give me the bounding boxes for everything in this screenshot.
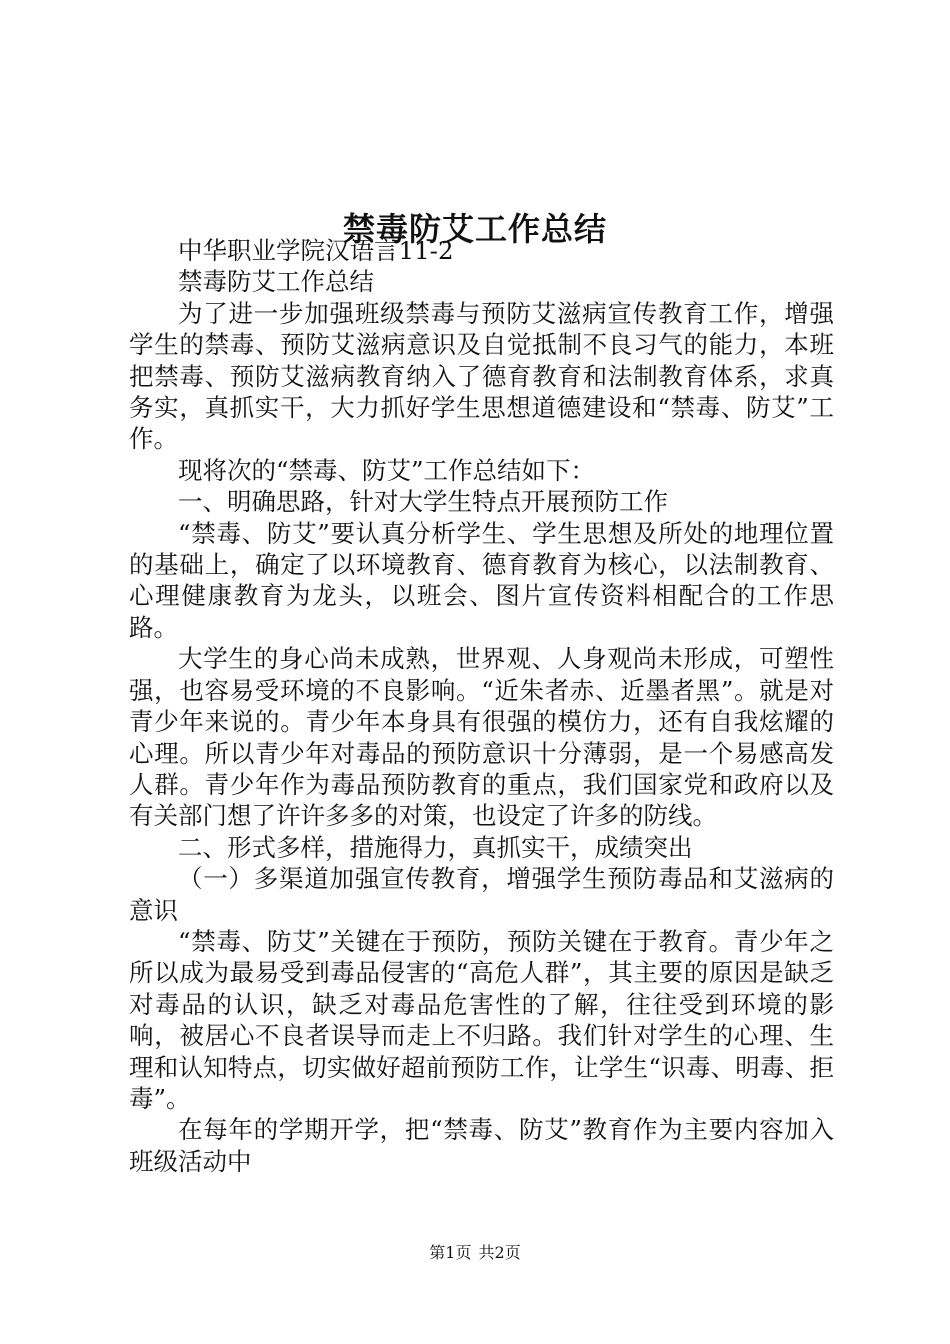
class-info-line: 中华职业学院汉语言11-2 xyxy=(178,236,454,265)
subtitle-line: 禁毒防艾工作总结 xyxy=(178,267,374,297)
intro-paragraph: 为了进一步加强班级禁毒与预防艾滋病宣传教育工作，增强学生的禁毒、预防艾滋病意识及自觉抵制不良习气的能力，本班把禁毒、预防艾滋病教育纳入了德育教育和法制教育体系，求真务实，真抓实干，大力抓好学生思想道德建设和“禁毒、防艾”工作。 xyxy=(129,298,834,454)
summary-lead-line: 现将次的“禁毒、防艾”工作总结如下： xyxy=(178,455,596,485)
subsection-heading-2-1: （一）多渠道加强宣传教育，增强学生预防毒品和艾滋病的意识 xyxy=(129,864,834,925)
subsection-2-1-paragraph-1: “禁毒、防艾”关键在于预防，预防关键在于教育。青少年之所以成为最易受到毒品侵害的“高危人群”，其主要的原因是缺乏对毒品的认识，缺乏对毒品危害性的了解，往往受到环境的影响，被居心不良者误导而走上不归路。我们针对学生的心理、生理和认知特点，切实做好超前预防工作，让学生“识毒、明毒、拒毒”。 xyxy=(129,926,834,1113)
document-title: 禁毒防艾工作总结 xyxy=(342,210,607,249)
subsection-2-1-paragraph-2: 在每年的学期开学，把“禁毒、防艾”教育作为主要内容加入班级活动中 xyxy=(129,1115,834,1176)
document-body xyxy=(129,235,834,1177)
section-heading-2: 二、形式多样，措施得力，真抓实干，成绩突出 xyxy=(178,832,693,862)
page-footer: 第1页 共2页 xyxy=(429,1243,521,1262)
section-1-paragraph-1: “禁毒、防艾”要认真分析学生、学生思想及所处的地理位置的基础上，确定了以环境教育、德育教育为核心，以法制教育、心理健康教育为龙头，以班会、图片宣传资料相配合的工作思路。 xyxy=(129,518,834,642)
section-heading-1: 一、明确思路，针对大学生特点开展预防工作 xyxy=(178,487,668,517)
section-1-paragraph-2: 大学生的身心尚未成熟，世界观、人身观尚未形成，可塑性强，也容易受环境的不良影响。“近朱者赤、近墨者黑”。就是对青少年来说的。青少年本身具有很强的模仿力，还有自我炫耀的心理。所以青少年对毒品的预防意识十分薄弱，是一个易感高发人群。青少年作为毒品预防教育的重点，我们国家党和政府以及有关部门想了许许多多的对策，也设定了许多的防线。 xyxy=(129,644,834,831)
